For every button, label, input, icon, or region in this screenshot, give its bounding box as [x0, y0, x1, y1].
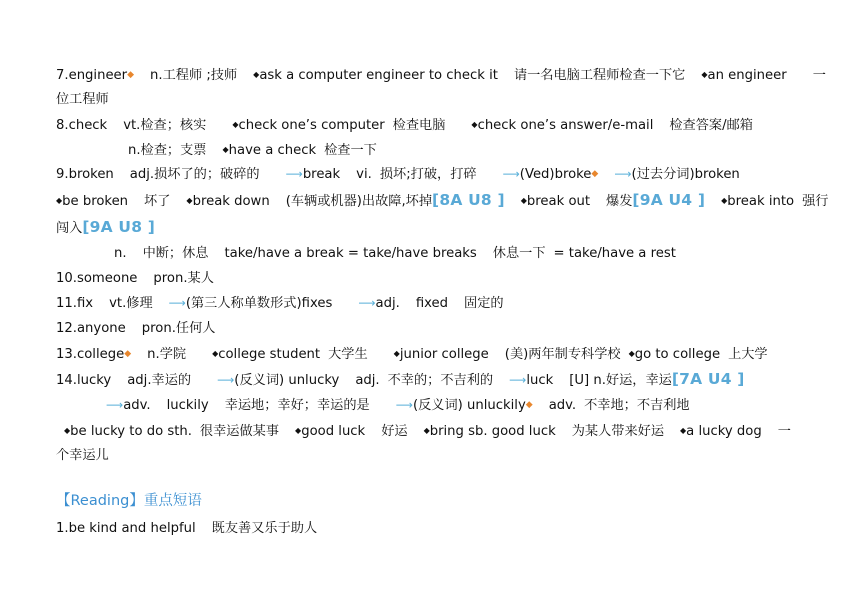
arrow-icon: ⟶: [168, 296, 186, 310]
phrase: college student: [218, 347, 321, 362]
diamond-icon: ◆: [471, 120, 478, 129]
phrase-meaning: 检查一下: [324, 143, 377, 158]
phrase-meaning: 为某人带来好运: [571, 424, 665, 439]
unit-tag: [9A U8 ]: [82, 218, 156, 236]
entry-lucky-phrases-cont: [56, 443, 806, 468]
entry-word: 13.college: [56, 347, 125, 362]
related-word: luckily: [166, 398, 209, 413]
section-heading-reading: 【Reading】重点短语: [56, 493, 202, 509]
entry-meaning: adj.幸运的: [127, 373, 192, 388]
diamond-icon: ◆: [628, 349, 635, 358]
pos: adj.: [375, 296, 400, 311]
entry-meaning: adj.损坏了的；破碎的: [129, 167, 260, 182]
pos: vi.: [356, 167, 372, 182]
diamond-icon: ◆: [212, 349, 219, 358]
phrase: an engineer: [707, 68, 787, 83]
unit-tag: [7A U4 ]: [671, 370, 745, 388]
entry-lucky-phrases: [56, 418, 806, 443]
phrase-meaning: 爆发: [606, 194, 633, 209]
phrase-meaning: 好运: [381, 424, 408, 439]
entry-broken: [56, 162, 806, 187]
entry-lucky: [56, 366, 806, 393]
entry-meaning: n.工程师 ;技师: [150, 68, 238, 83]
entry-engineer-cont: [56, 87, 806, 112]
phrase: go to college: [634, 347, 721, 362]
phrase-meaning: 坏了: [144, 194, 171, 209]
entry-word: 7.engineer: [56, 68, 128, 83]
related-word: (反义词) unluckily: [412, 398, 526, 413]
meaning: 幸运地；幸好；幸运的是: [224, 398, 370, 413]
phrase-meaning: (美)两年制专科学校: [504, 347, 621, 362]
phrase-meaning: 个幸运儿: [56, 448, 109, 463]
diamond-icon: ◆: [64, 426, 71, 435]
entry-word: 10.someone: [56, 271, 138, 286]
phrase: check one’s computer: [238, 118, 385, 133]
entry-word: 14.lucky: [56, 373, 112, 388]
diamond-icon: ◆: [295, 426, 302, 435]
meaning: 损坏;打破，打碎: [379, 167, 477, 182]
entry-luckily: [56, 393, 806, 418]
meaning: 不幸地；不吉利地: [584, 398, 690, 413]
diamond-icon: ◆: [591, 169, 599, 179]
pos: adv.: [548, 398, 577, 413]
entry-word: 9.broken: [56, 167, 114, 182]
phrase-meaning: 休息一下: [492, 246, 546, 261]
arrow-icon: ⟶: [285, 167, 303, 181]
phrase: good luck: [301, 424, 366, 439]
related-word: fixed: [415, 296, 449, 311]
phrase-meaning: 一: [777, 424, 791, 439]
related-word: break: [302, 167, 341, 182]
phrase: break out: [526, 194, 591, 209]
phrase: a lucky dog: [686, 424, 762, 439]
diamond-icon: ◆: [56, 196, 63, 205]
entry-word: 12.anyone: [56, 321, 126, 336]
arrow-icon: ⟶: [502, 167, 520, 181]
entry-college: [56, 341, 806, 366]
phrase-meaning: 一: [812, 68, 826, 83]
phrase-meaning: 很幸运做某事: [199, 424, 280, 439]
entry-meaning: vt.检查；核实: [123, 118, 207, 133]
meaning: 固定的: [464, 296, 504, 311]
phrase: ask a computer engineer to check it: [259, 68, 498, 83]
arrow-icon: ⟶: [106, 398, 124, 412]
entry-meaning: vt.修理: [109, 296, 153, 311]
meaning: [U] n.好运，幸运: [569, 373, 672, 388]
phrase: = take/have a rest: [553, 246, 676, 261]
related-word: (过去分词)broken: [631, 167, 740, 182]
phrase: be broken: [62, 194, 129, 209]
phrase-meaning: 请一名电脑工程师检查一下它: [513, 68, 686, 83]
entry-engineer: [56, 62, 826, 87]
entry-meaning: n.学院: [147, 347, 187, 362]
diamond-icon: ◆: [393, 349, 400, 358]
phrase-meaning: 强行: [802, 194, 829, 209]
phrase-meaning: 检查电脑: [392, 118, 446, 133]
phrase-meaning: 闯入: [56, 221, 83, 236]
document-page: [56, 62, 829, 541]
phrase: break into: [727, 194, 795, 209]
diamond-icon: ◆: [423, 426, 430, 435]
pos: n.: [114, 246, 127, 261]
entry-word: 8.check: [56, 118, 108, 133]
entry-someone: [56, 266, 806, 291]
phrase: junior college: [399, 347, 489, 362]
phrase: break down: [192, 194, 270, 209]
phrase-meaning: 既友善又乐于助人: [211, 521, 318, 536]
entry-broken-phrases-cont: [56, 214, 806, 241]
entry-check: [56, 112, 806, 137]
entry-check-noun: [56, 137, 806, 162]
arrow-icon: ⟶: [509, 373, 527, 387]
entry-fix: [56, 291, 806, 316]
related-word: (第三人称单数形式)fixes: [185, 296, 333, 311]
diamond-icon: ◆: [525, 400, 533, 410]
phrase-meaning: 上大学: [728, 347, 768, 362]
phrase: bring sb. good luck: [429, 424, 556, 439]
entry-break-noun: [56, 241, 806, 266]
entry-meaning: pron.任何人: [141, 321, 216, 336]
diamond-icon: ◆: [680, 426, 687, 435]
entry-anyone: [56, 316, 806, 341]
pos: adv.: [123, 398, 151, 413]
unit-tag: [9A U4 ]: [632, 191, 706, 209]
arrow-icon: ⟶: [217, 373, 235, 387]
phrase-meaning: 检查答案/邮箱: [669, 118, 753, 133]
diamond-icon: ◆: [721, 196, 728, 205]
diamond-icon: ◆: [124, 349, 132, 359]
phrase-meaning: 位工程师: [56, 92, 109, 107]
unit-tag: [8A U8 ]: [432, 191, 505, 209]
diamond-icon: ◆: [253, 70, 260, 79]
arrow-icon: ⟶: [358, 296, 376, 310]
phrase: be lucky to do sth.: [70, 424, 192, 439]
entry-meaning: pron.某人: [153, 271, 214, 286]
phrase: take/have a break = take/have breaks: [224, 246, 477, 261]
phrase: check one’s answer/e-mail: [477, 118, 654, 133]
meaning: 不幸的；不吉利的: [387, 373, 494, 388]
arrow-icon: ⟶: [395, 398, 413, 412]
diamond-icon: ◆: [186, 196, 193, 205]
phrase: have a check: [228, 143, 317, 158]
diamond-icon: ◆: [520, 196, 527, 205]
related-word: (反义词) unlucky: [234, 373, 340, 388]
pos: adj.: [355, 373, 380, 388]
diamond-icon: ◆: [127, 70, 135, 80]
diamond-icon: ◆: [232, 120, 239, 129]
related-word: (Ved)broke: [519, 167, 592, 182]
related-word: luck: [526, 373, 554, 388]
entry-broken-phrases: [56, 187, 829, 214]
meaning: 中断；休息: [142, 246, 209, 261]
diamond-icon: ◆: [701, 70, 708, 79]
phrase-meaning: (车辆或机器)出故障,坏掉: [285, 194, 433, 209]
entry-word: 11.fix: [56, 296, 94, 311]
phrase-meaning: 大学生: [328, 347, 368, 362]
diamond-icon: ◆: [222, 145, 229, 154]
reading-item: [56, 516, 806, 541]
entry-meaning: n.检查；支票: [128, 143, 207, 158]
phrase: 1.be kind and helpful: [56, 521, 196, 536]
arrow-icon: ⟶: [614, 167, 632, 181]
